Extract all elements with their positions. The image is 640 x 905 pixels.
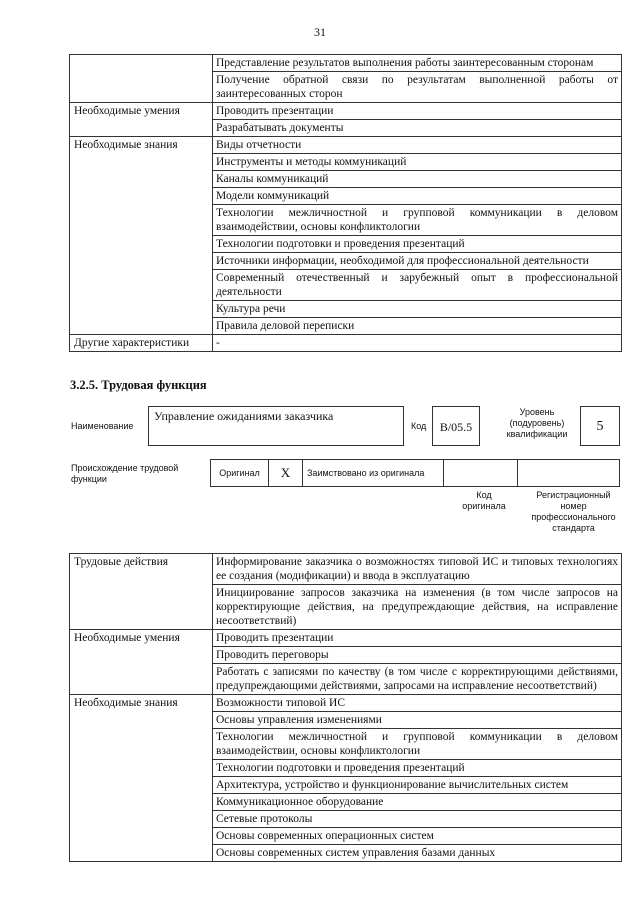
original-cell: Оригинал	[211, 460, 269, 486]
origin-label-line: Происхождение трудовой	[71, 463, 179, 473]
row-content: Модели коммуникаций	[213, 188, 622, 205]
row-content: Архитектура, устройство и функционирование вычислительных систем	[213, 777, 622, 794]
function-code-box: B/05.5	[432, 406, 480, 446]
original-code-cell	[444, 460, 518, 486]
code-label: Код	[411, 421, 427, 431]
row-content: Культура речи	[213, 301, 622, 318]
row-content: Каналы коммуникаций	[213, 171, 622, 188]
qualification-level-box: 5	[580, 406, 620, 446]
row-content: Основы управления изменениями	[213, 712, 622, 729]
row-label: Необходимые знания	[70, 137, 213, 335]
table-row	[70, 695, 622, 712]
function-name-box: Управление ожиданиями заказчика	[148, 406, 404, 446]
row-content: Технологии межличностной и групповой коммуникации в деловом взаимодействии, основы конфликтологии	[213, 729, 622, 760]
row-content: Технологии межличностной и групповой коммуникации в деловом взаимодействии, основы конфликтологии	[213, 205, 622, 236]
row-content: Проводить презентации	[213, 630, 622, 647]
top-requirements-table	[69, 54, 622, 352]
row-content: Основы современных операционных систем	[213, 828, 622, 845]
row-content: Источники информации, необходимой для профессиональной деятельности	[213, 253, 622, 270]
table-row	[70, 137, 622, 154]
original-code-caption	[447, 490, 521, 512]
row-content: Правила деловой переписки	[213, 318, 622, 335]
row-content: Технологии подготовки и проведения презентаций	[213, 236, 622, 253]
row-label: Необходимые умения	[70, 103, 213, 137]
level-label-line: Уровень	[519, 407, 555, 417]
level-label	[501, 407, 573, 440]
borrowed-cell: Заимствовано из оригинала	[303, 460, 444, 486]
row-label: Трудовые действия	[70, 554, 213, 630]
row-content: Сетевые протоколы	[213, 811, 622, 828]
row-content: Инициирование запросов заказчика на изменения (в том числе запросов на корректирующие действия, на предупреждающие действия, на исправление несоответствий)	[213, 585, 622, 630]
row-content: Инструменты и методы коммуникаций	[213, 154, 622, 171]
row-content: Информирование заказчика о возможностях типовой ИС и типовых технологиях ее создания (модификации) и ввода в эксплуатацию	[213, 554, 622, 585]
table-row	[70, 55, 622, 72]
level-label-line: (подуровень)	[509, 418, 565, 428]
row-label	[70, 55, 213, 103]
row-content: Возможности типовой ИС	[213, 695, 622, 712]
origin-row	[210, 459, 620, 487]
registration-number-caption	[527, 490, 620, 534]
row-label: Другие характеристики	[70, 335, 213, 352]
table-row	[70, 335, 622, 352]
original-mark: X	[269, 460, 303, 486]
caption-line: Регистрационный	[536, 490, 611, 500]
origin-label-line: функции	[71, 474, 107, 484]
caption-line: стандарта	[552, 523, 595, 533]
row-content: Проводить переговоры	[213, 647, 622, 664]
origin-label	[71, 463, 178, 485]
page-number: 31	[314, 25, 326, 39]
row-content: Проводить презентации	[213, 103, 622, 120]
row-content: Получение обратной связи по результатам выполненной работы от заинтересованных сторон	[213, 72, 622, 103]
row-content: Коммуникационное оборудование	[213, 794, 622, 811]
table-row	[70, 103, 622, 120]
row-label: Необходимые знания	[70, 695, 213, 862]
caption-line: Код	[476, 490, 492, 500]
row-content: Основы современных систем управления базами данных	[213, 845, 622, 862]
labor-function-table	[69, 553, 622, 862]
row-content: -	[213, 335, 622, 352]
level-label-line: квалификации	[506, 429, 568, 439]
row-content: Представление результатов выполнения работы заинтересованным сторонам	[213, 55, 622, 72]
row-content: Разрабатывать документы	[213, 120, 622, 137]
caption-line: номер	[560, 501, 587, 511]
table-row	[70, 554, 622, 585]
section-heading: 3.2.5. Трудовая функция	[70, 378, 207, 392]
row-content: Технологии подготовки и проведения презентаций	[213, 760, 622, 777]
registration-number-cell	[518, 460, 619, 486]
row-content: Современный отечественный и зарубежный опыт в профессиональной деятельности	[213, 270, 622, 301]
row-content: Работать с записями по качеству (в том числе с корректирующими действиями, предупреждающими действиями, запросами на исправление несоответствий)	[213, 664, 622, 695]
table-row	[70, 630, 622, 647]
row-content: Виды отчетности	[213, 137, 622, 154]
row-label: Необходимые умения	[70, 630, 213, 695]
caption-line: профессионального	[531, 512, 616, 522]
caption-line: оригинала	[462, 501, 506, 511]
name-label: Наименование	[71, 421, 134, 431]
